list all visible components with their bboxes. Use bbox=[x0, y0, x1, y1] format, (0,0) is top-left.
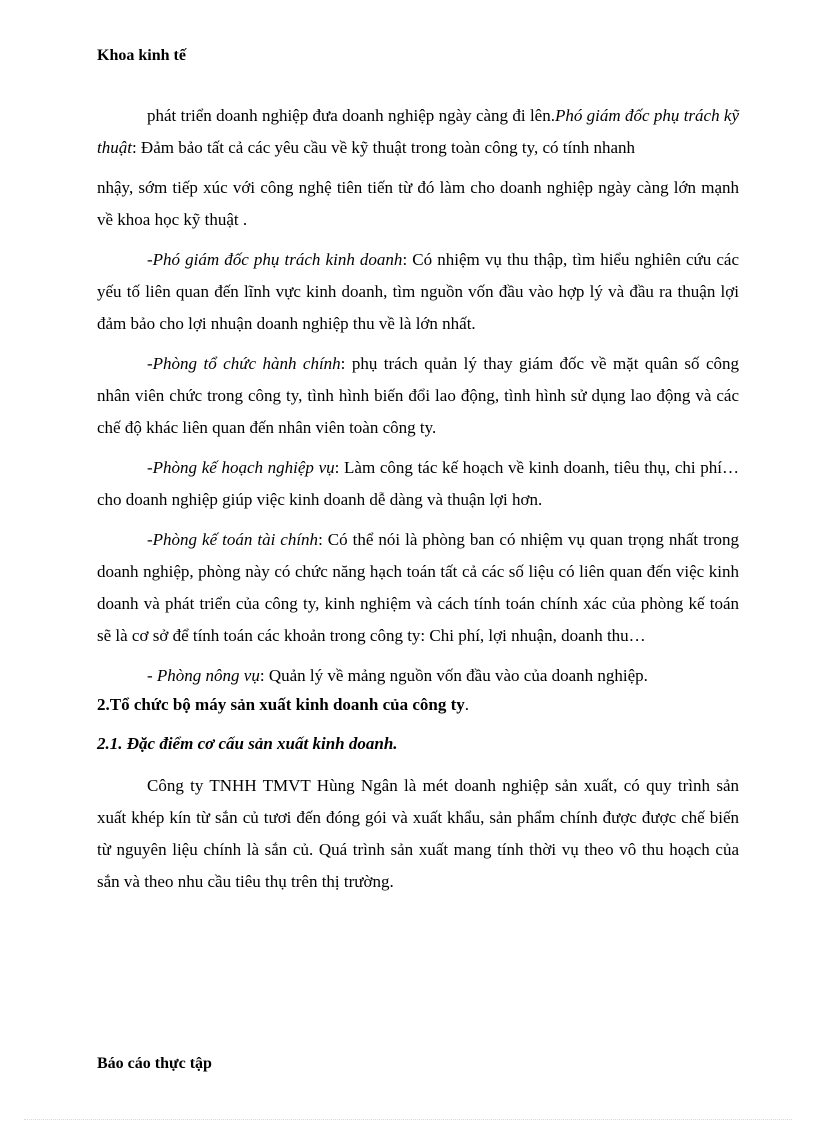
paragraph-nong-vu bbox=[97, 660, 739, 692]
term-phong-ke-toan-tai-chinh: -Phòng kế toán tài chính bbox=[147, 530, 319, 549]
term-phong-to-chuc-hanh-chinh: -Phòng tổ chức hành chính bbox=[147, 354, 341, 373]
text-run: : phụ trách quản lý thay giám đốc về mặt quân số công nhân viên chức trong công ty, tình hình biến đổi lao động, tình hình sử dụng lao động và các chế độ khác liên quan đến nhân viên toàn công ty. bbox=[97, 354, 739, 437]
subsection-heading: 2.1. Đặc điểm cơ cấu sản xuất kinh doanh. bbox=[97, 734, 398, 753]
paragraph-dac-diem: Công ty TNHH TMVT Hùng Ngân là mét doanh nghiệp sản xuất, có quy trình sản xuất khép kín từ sắn củ tươi đến đóng gói và xuất khẩu, sản phẩm chính được được chế biến từ nguyên liệu chính là sắn củ. Quá trình sản xuất mang tính thời vụ theo vô thu hoạch của sắn và theo nhu cầu tiêu thụ trên thị trường. bbox=[97, 776, 739, 891]
term-pho-giam-doc-kinh-doanh: -Phó giám đốc phụ trách kinh doanh bbox=[147, 250, 403, 269]
paragraph-continuation: nhậy, sớm tiếp xúc với công nghệ tiên tiến từ đó làm cho doanh nghiệp ngày càng lớn mạnh về khoa học kỹ thuật . bbox=[97, 178, 739, 229]
paragraph-ke-hoach bbox=[97, 452, 739, 516]
text-run: : Quản lý về mảng nguồn vốn đầu vào của doanh nghiệp. bbox=[259, 666, 648, 685]
paragraph-hanh-chinh bbox=[97, 348, 739, 444]
text-run: : Đảm bảo tất cả các yêu cầu về kỹ thuật trong toàn công ty, có tính nhanh bbox=[131, 138, 636, 157]
page-header: Khoa kinh tế bbox=[97, 47, 186, 64]
text-run: : Làm công tác kế hoạch về kinh doanh, tiêu thụ, chi phí…cho doanh nghiệp giúp việc kinh doanh dễ dàng và thuận lợi hơn. bbox=[97, 458, 739, 509]
text-run: : Có thể nói là phòng ban có nhiệm vụ quan trọng nhất trong doanh nghiệp, phòng này có chức năng hạch toán tất cả các số liệu có liên quan đến việc kinh doanh và phát triển của công ty, kinh nghiệm và cách tính toán chính xác của phòng kế toán sẽ là cơ sở để tính toán các khoản trong công ty: Chi phí, lợi nhuận, doanh thu… bbox=[97, 530, 739, 645]
paragraph-kinh-doanh bbox=[97, 244, 739, 340]
section-heading-text: 2.Tổ chức bộ máy sản xuất kinh doanh của công ty bbox=[97, 695, 465, 714]
term-phong-nong-vu: - Phòng nông vụ bbox=[147, 666, 260, 685]
section-heading-tail: . bbox=[464, 695, 469, 714]
text-run: : Có nhiệm vụ thu thập, tìm hiểu nghiên cứu các yếu tố liên quan đến lĩnh vực kinh doanh, tìm nguồn vốn đầu vào hợp lý và đầu ra thuận lợi đảm bảo cho lợi nhuận doanh nghiệp thu về là lớn nhất. bbox=[97, 250, 739, 333]
section-heading bbox=[97, 692, 739, 718]
paragraph-ke-toan bbox=[97, 524, 739, 652]
term-phong-ke-hoach-nghiep-vu: -Phòng kế hoạch nghiệp vụ bbox=[147, 458, 335, 477]
page-footer: Báo cáo thực tập bbox=[97, 1055, 212, 1072]
document-body bbox=[97, 100, 739, 898]
term-pho-giam-doc-ky-thuat: Phó giám đốc phụ trách kỹ thuật bbox=[97, 106, 740, 157]
paragraph-ky-thuat bbox=[97, 100, 739, 164]
text-run: phát triển doanh nghiệp đưa doanh nghiệp ngày càng đi lên. bbox=[147, 106, 555, 125]
page-bottom-rule bbox=[24, 1119, 792, 1120]
